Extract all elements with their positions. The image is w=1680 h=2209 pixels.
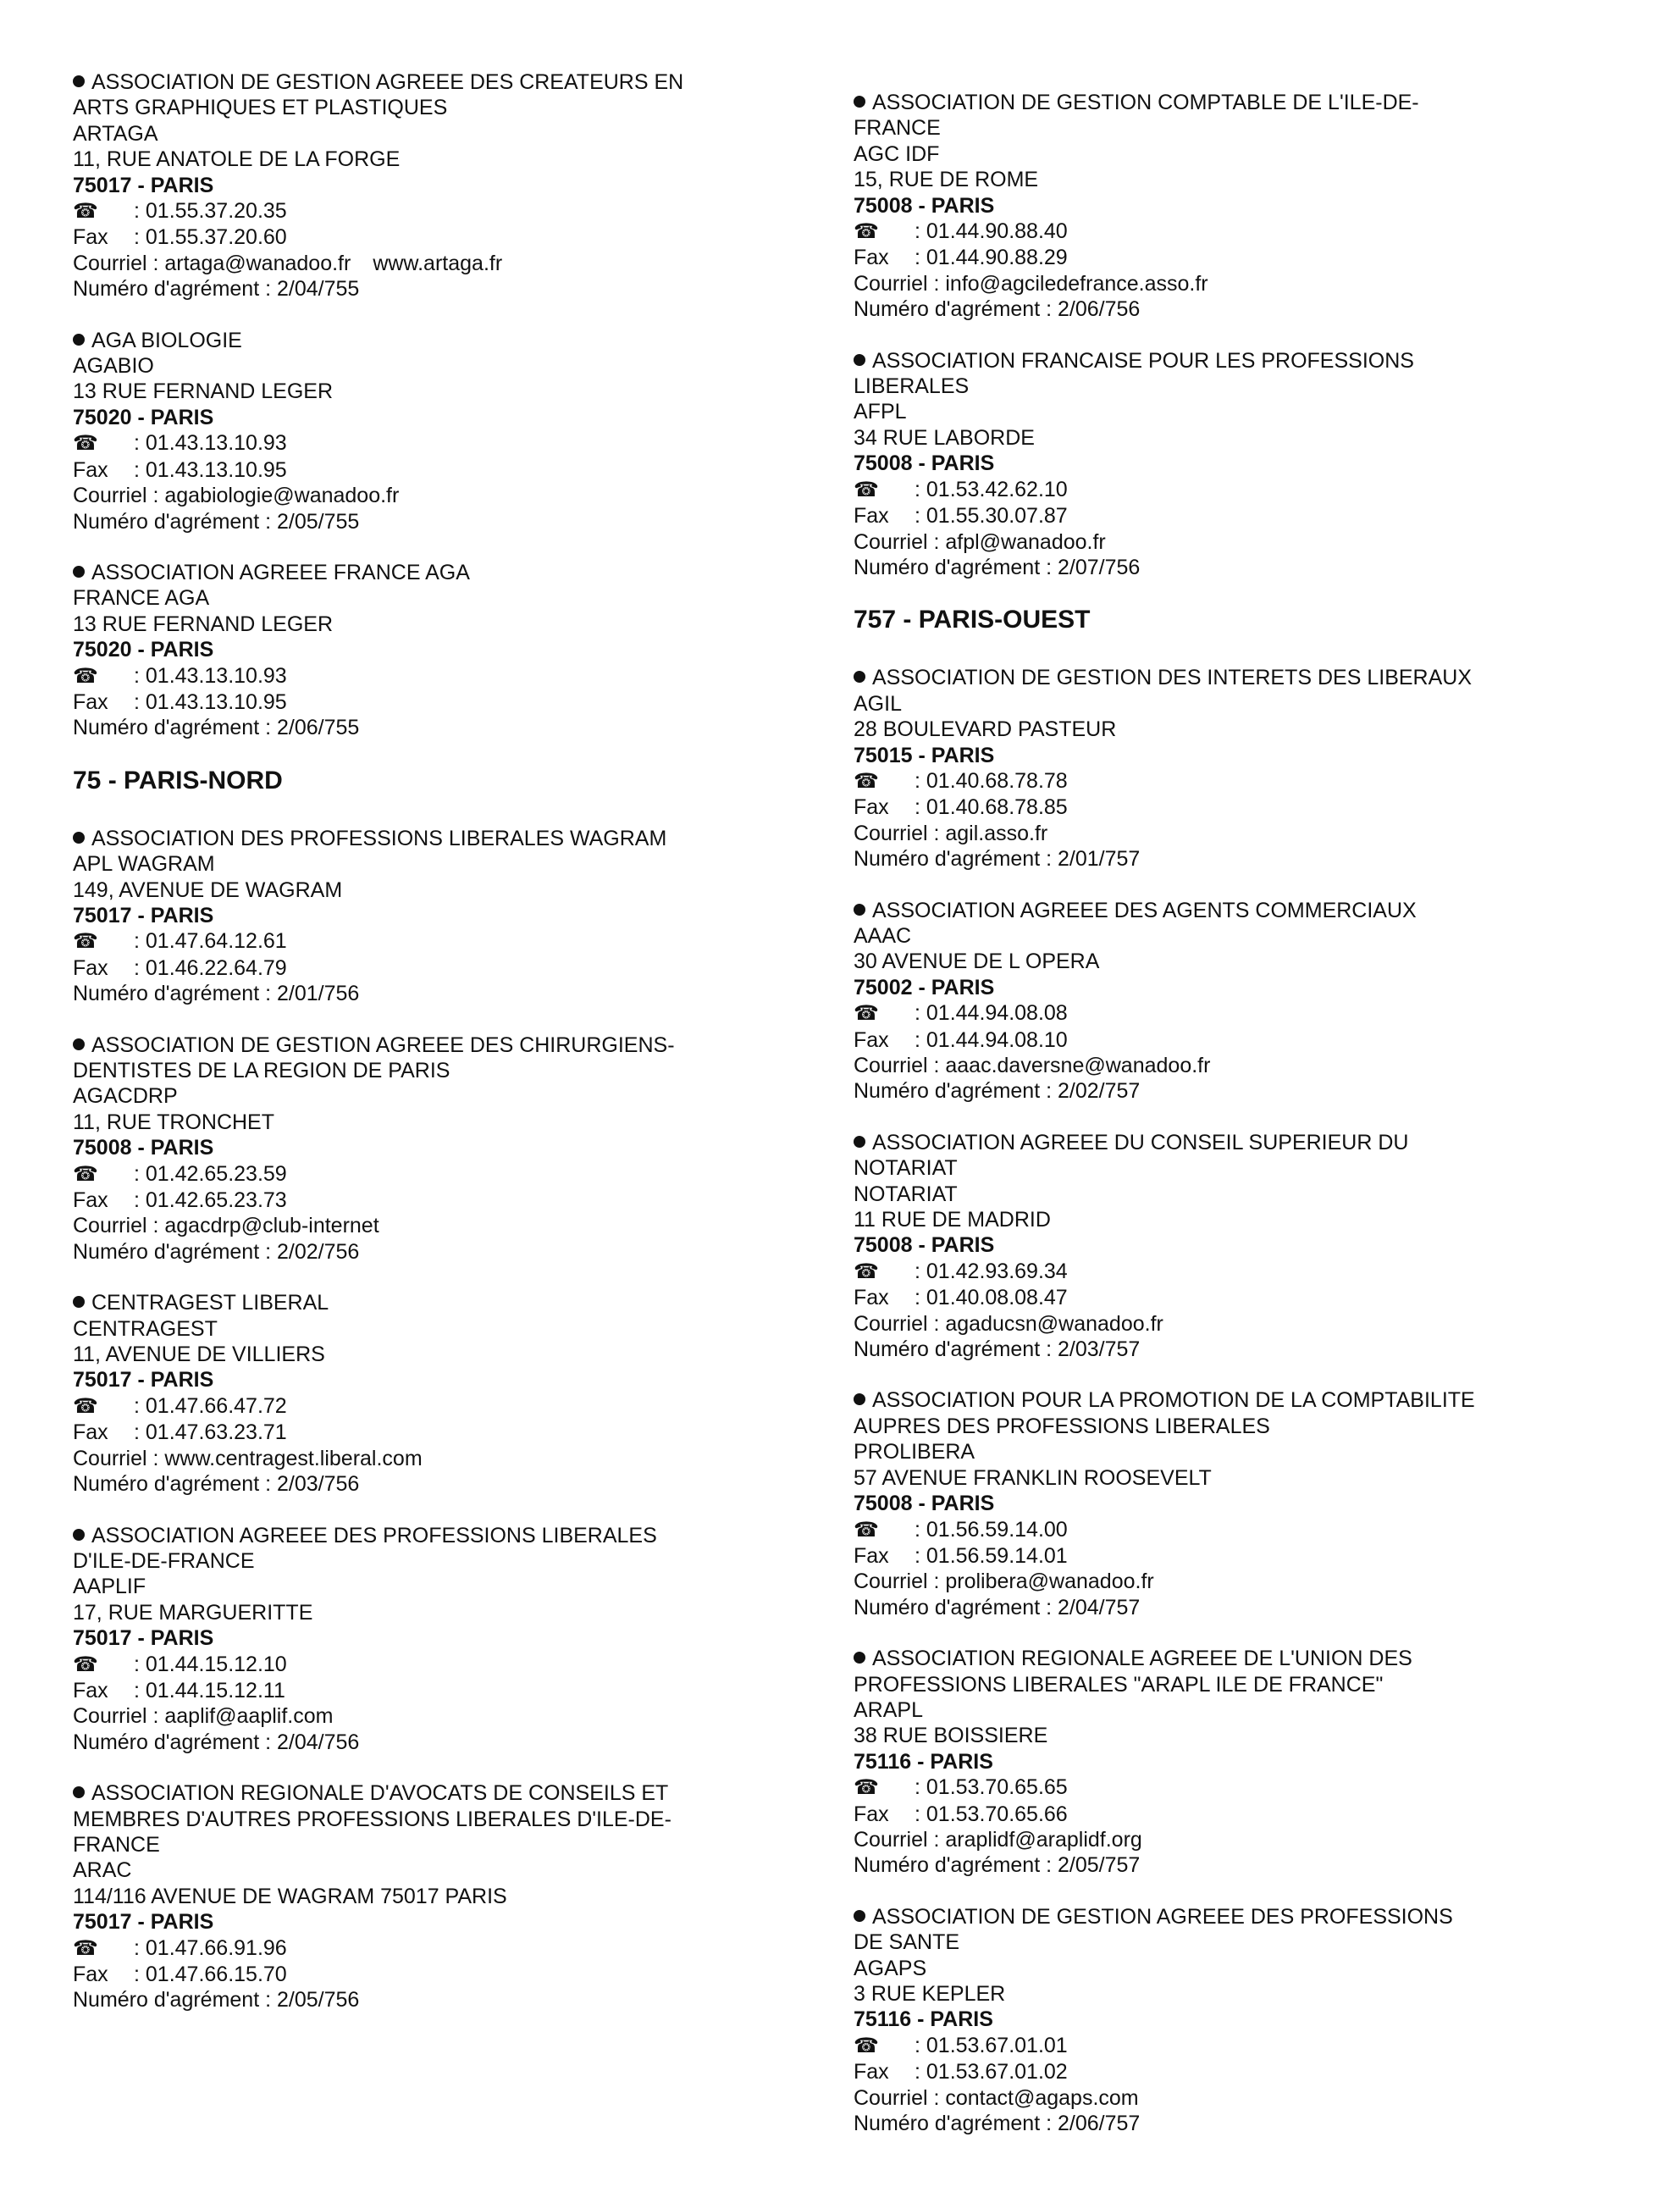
email-row — [854, 1569, 1599, 1594]
telephone-icon: ☎ — [73, 930, 98, 954]
entry-acronym: CENTRAGEST — [73, 1316, 218, 1341]
telephone-row — [854, 477, 1599, 503]
entry-address: 11, RUE ANATOLE DE LA FORGE — [73, 147, 401, 172]
entry-acronym: AFPL — [854, 400, 907, 424]
entry-email: Courriel : afpl@wanadoo.fr — [854, 529, 1106, 554]
email-row — [73, 251, 818, 276]
entry-name: ASSOCIATION REGIONALE D'AVOCATS DE CONSEILS ET — [91, 1781, 669, 1806]
telephone-row — [73, 1161, 818, 1188]
fax-label: Fax — [854, 2060, 889, 2084]
entry-name-line — [73, 1780, 818, 1806]
entry-address: 13 RUE FERNAND LEGER — [73, 612, 334, 636]
entry-city: 75008 - PARIS — [854, 193, 995, 218]
fax-row — [73, 1420, 818, 1445]
fax-number: : 01.40.08.08.47 — [915, 1286, 1068, 1310]
entry-name: ASSOCIATION DE GESTION AGREEE DES CHIRURGIENS- — [91, 1033, 675, 1057]
fax-number: : 01.47.66.15.70 — [134, 1963, 287, 1986]
entry-address: 3 RUE KEPLER — [854, 1982, 1006, 2006]
entry-email: Courriel : prolibera@wanadoo.fr — [854, 1570, 1154, 1594]
entry-name-continued: ARTS GRAPHIQUES ET PLASTIQUES — [73, 96, 448, 120]
telephone-icon: ☎ — [854, 1002, 879, 1026]
entry-agrement: Numéro d'agrément : 2/01/757 — [854, 847, 1141, 872]
telephone-icon: ☎ — [73, 1936, 98, 1960]
fax-row — [73, 1678, 818, 1703]
entry-name: ASSOCIATION POUR LA PROMOTION DE LA COMPTABILITE — [872, 1388, 1475, 1413]
entry-agrement: Numéro d'agrément : 2/05/755 — [73, 509, 360, 534]
telephone-row — [73, 1652, 818, 1678]
directory-entry — [73, 69, 818, 302]
bullet-icon — [73, 1296, 85, 1308]
entry-acronym: AGAPS — [854, 1956, 927, 1980]
bullet-icon — [73, 1529, 85, 1541]
left-column — [73, 69, 818, 2039]
entry-agrement: Numéro d'agrément : 2/05/757 — [854, 1853, 1141, 1878]
entry-website: www.artaga.fr — [373, 251, 503, 275]
entry-email: Courriel : aaplif@aaplif.com — [73, 1704, 334, 1729]
entry-city: 75020 - PARIS — [73, 405, 214, 429]
bullet-icon — [73, 566, 85, 578]
entry-city: 75008 - PARIS — [854, 1492, 995, 1516]
entry-agrement: Numéro d'agrément : 2/06/756 — [854, 297, 1141, 322]
telephone-number: : 01.44.15.12.10 — [134, 1652, 287, 1676]
telephone-number: : 01.47.66.91.96 — [134, 1935, 287, 1960]
fax-row — [73, 457, 818, 483]
telephone-icon: ☎ — [73, 432, 98, 456]
telephone-row — [854, 768, 1599, 794]
fax-number: : 01.47.63.23.71 — [134, 1420, 287, 1445]
entry-name-continued: FRANCE — [73, 1832, 160, 1857]
telephone-row — [73, 430, 818, 457]
telephone-icon: ☎ — [854, 2034, 879, 2057]
directory-entry — [73, 1033, 818, 1265]
telephone-number: : 01.55.37.20.35 — [134, 199, 287, 224]
fax-label: Fax — [854, 795, 889, 820]
fax-row — [73, 1188, 818, 1213]
fax-number: : 01.44.90.88.29 — [915, 246, 1068, 270]
fax-label: Fax — [73, 1963, 108, 1986]
fax-label: Fax — [854, 1802, 889, 1826]
email-row — [854, 271, 1599, 296]
telephone-icon: ☎ — [73, 1394, 98, 1418]
fax-label: Fax — [73, 689, 108, 714]
directory-entry — [73, 560, 818, 741]
email-row — [854, 1053, 1599, 1078]
telephone-icon: ☎ — [854, 478, 879, 501]
telephone-icon: ☎ — [854, 220, 879, 244]
entry-acronym: PROLIBERA — [854, 1440, 975, 1464]
entry-name-line — [73, 1290, 818, 1315]
email-row — [73, 1213, 818, 1238]
bullet-icon — [854, 1910, 865, 1922]
fax-label: Fax — [854, 246, 889, 270]
entry-name-continued: DE SANTE — [854, 1930, 960, 1955]
right-column — [854, 90, 1599, 2162]
entry-name: ASSOCIATION DE GESTION AGREEE DES PROFESSIONS — [872, 1904, 1453, 1929]
fax-row — [854, 2059, 1599, 2084]
email-row — [854, 821, 1599, 846]
fax-row — [854, 245, 1599, 270]
telephone-number: : 01.44.94.08.08 — [915, 1001, 1068, 1026]
directory-entry — [73, 826, 818, 1007]
bullet-icon — [854, 1136, 865, 1148]
fax-label: Fax — [73, 457, 108, 482]
entry-agrement: Numéro d'agrément : 2/03/757 — [854, 1337, 1141, 1362]
telephone-row — [854, 1517, 1599, 1543]
entry-name-line — [854, 1387, 1599, 1413]
telephone-row — [73, 1935, 818, 1962]
fax-row — [73, 1962, 818, 1987]
fax-number: : 01.53.67.01.02 — [915, 2060, 1068, 2084]
entry-name-line — [73, 826, 818, 851]
entry-agrement: Numéro d'agrément : 2/06/755 — [73, 716, 360, 740]
entry-address: 11 RUE DE MADRID — [854, 1208, 1051, 1232]
entry-city: 75008 - PARIS — [73, 1136, 214, 1160]
bullet-icon — [73, 75, 85, 87]
telephone-icon: ☎ — [854, 1518, 879, 1542]
entry-city: 75017 - PARIS — [73, 1368, 214, 1392]
entry-acronym: AAPLIF — [73, 1575, 146, 1599]
entry-email: Courriel : agil.asso.fr — [854, 821, 1048, 845]
directory-entry — [854, 1387, 1599, 1620]
entry-email: Courriel : artaga@wanadoo.fr — [73, 251, 351, 275]
entry-email: Courriel : agacdrp@club-internet — [73, 1214, 379, 1238]
entry-city: 75017 - PARIS — [73, 1910, 214, 1935]
section-heading: 757 - PARIS-OUEST — [854, 606, 1091, 634]
bullet-icon — [73, 1038, 85, 1050]
fax-label: Fax — [854, 1027, 889, 1052]
fax-number: : 01.55.37.20.60 — [134, 225, 287, 250]
entry-address: 11, RUE TRONCHET — [73, 1110, 275, 1134]
telephone-number: : 01.40.68.78.78 — [915, 768, 1068, 793]
entry-address: 30 AVENUE DE L OPERA — [854, 949, 1100, 974]
entry-name-line — [854, 898, 1599, 923]
telephone-row — [73, 928, 818, 955]
entry-agrement: Numéro d'agrément : 2/07/756 — [854, 555, 1141, 579]
entry-acronym: ARAC — [73, 1858, 132, 1883]
fax-number: : 01.46.22.64.79 — [134, 955, 287, 980]
entry-name: ASSOCIATION DE GESTION AGREEE DES CREATEURS EN — [91, 70, 684, 94]
entry-acronym: ARAPL — [854, 1697, 923, 1722]
fax-number: : 01.56.59.14.01 — [915, 1543, 1068, 1568]
fax-label: Fax — [73, 1188, 108, 1213]
entry-agrement: Numéro d'agrément : 2/05/756 — [73, 1988, 360, 2012]
fax-number: : 01.42.65.23.73 — [134, 1188, 287, 1213]
entry-agrement: Numéro d'agrément : 2/03/756 — [73, 1472, 360, 1497]
entry-city: 75002 - PARIS — [854, 975, 995, 999]
bullet-icon — [854, 671, 865, 683]
section-heading: 75 - PARIS-NORD — [73, 766, 283, 794]
entry-name-continued: D'ILE-DE-FRANCE — [73, 1548, 255, 1573]
fax-row — [854, 1543, 1599, 1569]
entry-name-line — [73, 1033, 818, 1058]
directory-entry — [854, 1646, 1599, 1879]
bullet-icon — [73, 832, 85, 844]
entry-city: 75015 - PARIS — [854, 743, 995, 767]
telephone-icon: ☎ — [73, 1653, 98, 1676]
entry-address: 11, AVENUE DE VILLIERS — [73, 1343, 325, 1367]
entry-acronym: AGABIO — [73, 354, 154, 379]
telephone-row — [854, 2033, 1599, 2059]
entry-city: 75116 - PARIS — [854, 2007, 993, 2032]
bullet-icon — [854, 354, 865, 366]
fax-label: Fax — [73, 225, 108, 250]
bullet-icon — [854, 1393, 865, 1405]
entry-name: ASSOCIATION AGREEE FRANCE AGA — [91, 560, 470, 584]
entry-acronym: AAAC — [854, 923, 912, 948]
fax-label: Fax — [854, 504, 889, 529]
email-row — [854, 1827, 1599, 1852]
entry-city: 75017 - PARIS — [73, 173, 214, 197]
entry-address: 17, RUE MARGUERITTE — [73, 1600, 313, 1625]
fax-number: : 01.43.13.10.95 — [134, 689, 287, 714]
telephone-number: : 01.47.64.12.61 — [134, 929, 287, 954]
entry-name-continued: FRANCE — [854, 116, 941, 141]
email-row — [854, 1311, 1599, 1337]
entry-name: ASSOCIATION AGREEE DES PROFESSIONS LIBERALES — [91, 1523, 657, 1547]
fax-number: : 01.43.13.10.95 — [134, 457, 287, 482]
telephone-row — [73, 663, 818, 689]
entry-city: 75020 - PARIS — [73, 638, 214, 662]
entry-name-continued: NOTARIAT — [854, 1156, 958, 1181]
email-row — [73, 1446, 818, 1471]
fax-row — [854, 794, 1599, 820]
entry-email: Courriel : contact@agaps.com — [854, 2085, 1139, 2110]
entry-name: ASSOCIATION FRANCAISE POUR LES PROFESSIONS — [872, 348, 1414, 373]
directory-entry — [854, 90, 1599, 323]
fax-number: : 01.40.68.78.85 — [915, 795, 1068, 820]
bullet-icon — [854, 1652, 865, 1664]
directory-entry — [854, 348, 1599, 581]
entry-acronym: ARTAGA — [73, 121, 158, 146]
entry-email: Courriel : agaducsn@wanadoo.fr — [854, 1311, 1163, 1336]
fax-label: Fax — [854, 1543, 889, 1568]
fax-label: Fax — [854, 1286, 889, 1310]
entry-name: ASSOCIATION DE GESTION DES INTERETS DES LIBERAUX — [872, 666, 1473, 690]
entry-email: Courriel : www.centragest.liberal.com — [73, 1446, 423, 1470]
entry-address: 149, AVENUE DE WAGRAM — [73, 878, 343, 902]
telephone-row — [854, 1774, 1599, 1801]
entry-name: ASSOCIATION DE GESTION COMPTABLE DE L'ILE-DE- — [872, 91, 1419, 114]
entry-name-line — [854, 665, 1599, 690]
entry-acronym: AGIL — [854, 691, 902, 716]
entry-address: 34 RUE LABORDE — [854, 425, 1035, 450]
fax-number: : 01.53.70.65.66 — [915, 1802, 1068, 1826]
fax-row — [854, 1027, 1599, 1053]
telephone-row — [854, 1259, 1599, 1285]
telephone-number: : 01.43.13.10.93 — [134, 431, 287, 456]
telephone-icon: ☎ — [854, 769, 879, 793]
entry-address: 114/116 AVENUE DE WAGRAM 75017 PARIS — [73, 1884, 507, 1908]
telephone-row — [854, 1000, 1599, 1027]
entry-name-line — [73, 328, 818, 353]
bullet-icon — [854, 904, 865, 916]
entry-name-continued: DENTISTES DE LA REGION DE PARIS — [73, 1059, 450, 1082]
directory-entry — [854, 898, 1599, 1104]
directory-entry — [854, 1904, 1599, 2137]
entry-name: ASSOCIATION DES PROFESSIONS LIBERALES WAGRAM — [91, 826, 667, 850]
entry-acronym: NOTARIAT — [854, 1182, 958, 1206]
entry-agrement: Numéro d'agrément : 2/06/757 — [854, 2112, 1141, 2136]
entry-email: Courriel : info@agciledefrance.asso.fr — [854, 271, 1208, 296]
entry-name-continued: PROFESSIONS LIBERALES "ARAPL ILE DE FRANCE" — [854, 1672, 1384, 1697]
entry-agrement: Numéro d'agrément : 2/02/756 — [73, 1239, 360, 1264]
telephone-number: : 01.42.93.69.34 — [915, 1259, 1068, 1283]
fax-number: : 01.44.94.08.10 — [915, 1027, 1068, 1052]
entry-name: CENTRAGEST LIBERAL — [91, 1291, 329, 1315]
entry-name-line — [73, 69, 818, 95]
entry-city: 75116 - PARIS — [854, 1749, 993, 1774]
entry-address: 28 BOULEVARD PASTEUR — [854, 717, 1117, 742]
entry-acronym: APL WAGRAM — [73, 852, 215, 877]
entry-name-continued: LIBERALES — [854, 374, 970, 399]
fax-row — [73, 224, 818, 250]
fax-label: Fax — [73, 1678, 108, 1702]
bullet-icon — [73, 1786, 85, 1798]
email-row — [854, 529, 1599, 555]
entry-name-line — [854, 90, 1599, 115]
telephone-row — [73, 198, 818, 224]
entry-acronym: FRANCE AGA — [73, 586, 210, 611]
directory-entry — [73, 1780, 818, 2013]
entry-name-line — [854, 1130, 1599, 1155]
directory-entry — [73, 1290, 818, 1497]
fax-number: : 01.44.15.12.11 — [134, 1678, 285, 1702]
entry-email: Courriel : aaac.daversne@wanadoo.fr — [854, 1054, 1211, 1077]
telephone-icon: ☎ — [73, 664, 98, 688]
telephone-number: : 01.47.66.47.72 — [134, 1393, 287, 1418]
telephone-number: : 01.56.59.14.00 — [915, 1517, 1068, 1542]
telephone-number: : 01.53.42.62.10 — [915, 477, 1068, 501]
entry-city: 75008 - PARIS — [854, 1233, 995, 1258]
entry-name: ASSOCIATION AGREEE DES AGENTS COMMERCIAUX — [872, 898, 1417, 922]
email-row — [854, 2085, 1599, 2111]
email-row — [73, 1703, 818, 1729]
entry-address: 38 RUE BOISSIERE — [854, 1724, 1048, 1748]
directory-entry — [73, 1523, 818, 1756]
fax-label: Fax — [73, 955, 108, 980]
directory-entry — [73, 328, 818, 534]
fax-label: Fax — [73, 1420, 108, 1445]
entry-agrement: Numéro d'agrément : 2/04/756 — [73, 1730, 360, 1754]
entry-name-continued: MEMBRES D'AUTRES PROFESSIONS LIBERALES D'ILE-DE- — [73, 1807, 671, 1831]
bullet-icon — [73, 334, 85, 346]
entry-name-line — [854, 1904, 1599, 1929]
entry-city: 75008 - PARIS — [854, 451, 995, 476]
entry-city: 75017 - PARIS — [73, 903, 214, 927]
directory-entry — [854, 665, 1599, 872]
entry-city: 75017 - PARIS — [73, 1626, 214, 1651]
fax-number: : 01.55.30.07.87 — [915, 504, 1068, 529]
telephone-number: : 01.53.70.65.65 — [915, 1775, 1068, 1800]
entry-email: Courriel : agabiologie@wanadoo.fr — [73, 484, 400, 508]
entry-name-line — [854, 1646, 1599, 1671]
entry-acronym: AGACDRP — [73, 1084, 178, 1109]
telephone-number: : 01.44.90.88.40 — [915, 219, 1068, 244]
entry-name: AGA BIOLOGIE — [91, 328, 242, 352]
fax-row — [854, 503, 1599, 529]
entry-name-line — [73, 560, 818, 585]
entry-agrement: Numéro d'agrément : 2/04/755 — [73, 277, 360, 302]
entry-name-continued: AUPRES DES PROFESSIONS LIBERALES — [854, 1414, 1270, 1438]
telephone-icon: ☎ — [73, 200, 98, 224]
entry-name: ASSOCIATION AGREEE DU CONSEIL SUPERIEUR DU — [872, 1130, 1409, 1154]
entry-address: 15, RUE DE ROME — [854, 168, 1039, 192]
telephone-row — [73, 1393, 818, 1420]
entry-address: 57 AVENUE FRANKLIN ROOSEVELT — [854, 1465, 1212, 1490]
telephone-row — [854, 219, 1599, 245]
telephone-icon: ☎ — [854, 1260, 879, 1283]
telephone-icon: ☎ — [73, 1162, 98, 1186]
directory-entry — [854, 1130, 1599, 1363]
entry-agrement: Numéro d'agrément : 2/01/756 — [73, 982, 360, 1006]
entry-email: Courriel : araplidf@araplidf.org — [854, 1827, 1142, 1852]
telephone-number: : 01.42.65.23.59 — [134, 1161, 287, 1186]
fax-row — [73, 955, 818, 981]
telephone-icon: ☎ — [854, 1776, 879, 1800]
entry-agrement: Numéro d'agrément : 2/02/757 — [854, 1079, 1141, 1104]
email-row — [73, 483, 818, 508]
entry-address: 13 RUE FERNAND LEGER — [73, 379, 334, 404]
entry-agrement: Numéro d'agrément : 2/04/757 — [854, 1595, 1141, 1619]
entry-name-line — [854, 348, 1599, 374]
fax-row — [854, 1802, 1599, 1827]
telephone-number: : 01.43.13.10.93 — [134, 663, 287, 688]
fax-row — [854, 1285, 1599, 1310]
entry-acronym: AGC IDF — [854, 141, 940, 166]
bullet-icon — [854, 96, 865, 108]
entry-name-line — [73, 1523, 818, 1548]
entry-name: ASSOCIATION REGIONALE AGREEE DE L'UNION DES — [872, 1647, 1412, 1671]
fax-row — [73, 689, 818, 715]
telephone-number: : 01.53.67.01.01 — [915, 2033, 1068, 2057]
